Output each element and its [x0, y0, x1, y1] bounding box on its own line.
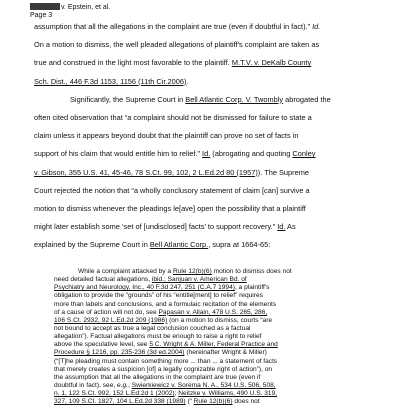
text-run: (hereinafter Wright & Miller) — [184, 349, 267, 357]
text-line — [54, 382, 364, 390]
text-run: , — [128, 381, 132, 389]
text-run: often cited observation that “a complaint should not be dismissed for failure to state a — [34, 112, 312, 122]
case-citation: Psychiatry and Neurology, Inc., 40 F.3d 247, 251 (C.A.7 1994) — [54, 284, 235, 292]
text-line — [34, 109, 374, 127]
text-run: the assumption that all the allegations in the complaint are true (even if — [54, 373, 261, 381]
text-run: obligation to provide the “grounds” of his “entitle[ment] to relief” requires — [54, 292, 263, 300]
text-run: of a cause of action will not do, see — [54, 308, 159, 316]
text-line — [34, 218, 374, 236]
text-line — [34, 36, 374, 54]
block-quote — [54, 268, 364, 406]
text-run: doubtful in fact), see, — [54, 381, 118, 389]
text-line — [34, 145, 374, 163]
text-line — [34, 54, 374, 72]
text-run: (“ — [185, 398, 194, 406]
text-line — [34, 200, 374, 218]
text-line — [34, 73, 374, 91]
case-citation: Sch. Dist., 446 F.3d 1153, 1156 (11th Cir.2006) — [34, 76, 187, 86]
text-run: assumption that all the allegations in the complaint are true (even if doubtful in fact).” — [34, 22, 313, 31]
text-line — [54, 349, 364, 357]
text-line — [54, 276, 364, 284]
text-run: . — [186, 76, 189, 86]
text-run: allegation”). Factual allegations must be enough to raise a right to relief — [54, 333, 262, 341]
case-citation: 327, 109 S.Ct. 1827, 104 L.Ed.2d 338 (1989) — [54, 398, 186, 406]
case-citation: ibid.; Sanjuan v. American Bd. of — [151, 276, 247, 284]
text-run: that merely creates a suspicion [of] a legally cognizable right of action”), on — [54, 365, 273, 373]
text-line — [54, 358, 364, 366]
text-run: ; — [174, 390, 179, 398]
text-line — [34, 18, 374, 36]
text-run: As — [285, 222, 296, 232]
text-run: does not — [232, 398, 260, 406]
text-line — [54, 341, 364, 349]
text-line — [34, 236, 374, 254]
text-run: motion to dismiss does not — [211, 268, 292, 275]
text-run: support of his claim that would entitle him to relief.” — [34, 149, 203, 159]
italic-text: e.g. — [117, 381, 129, 389]
case-citation: M.T.V. v. DeKalb County — [231, 58, 312, 68]
case-citation: Bell Atlantic Corp. — [149, 240, 209, 250]
case-citation: Papasan v. Allain, 478 U.S. 265, 286, — [158, 308, 268, 316]
text-run: While a complaint attacked by a — [78, 268, 173, 275]
case-citation: Conley — [292, 149, 316, 159]
text-run: (abrogating and quoting — [210, 149, 293, 159]
case-citation: Id. — [202, 149, 211, 159]
text-line — [54, 366, 364, 374]
header-page-number: Page 3 — [30, 12, 53, 19]
text-run: , supra at 1664-65: — [208, 240, 271, 250]
text-run: On a motion to dismiss, the well pleaded allegations of plaintiff's complaint are taken as — [34, 40, 320, 50]
text-run: above the speculative level, see — [54, 341, 150, 349]
text-line — [54, 301, 364, 309]
text-line — [54, 309, 364, 317]
document-body — [34, 18, 374, 254]
header-case-title: v. Epstein, et al. — [30, 3, 110, 12]
text-run: , a plaintiff's — [234, 284, 270, 292]
text-run: claim unless it appears beyond doubt that the plaintiff can prove no set of facts in — [34, 131, 299, 141]
text-run: Significantly, the Supreme Court in — [70, 94, 186, 104]
text-line — [54, 398, 364, 406]
text-line — [54, 333, 364, 341]
case-citation: 5 C. Wright & A. Miller, Federal Practice and — [149, 341, 278, 349]
text-line — [34, 182, 374, 200]
text-run: explained by the Supreme Court in — [34, 240, 150, 250]
text-run: true and construed in the light most favorable to the plaintiff. — [34, 58, 232, 68]
text-run: Court rejected the notion that “a wholly conclusory statement of claim [can] survive a — [34, 185, 310, 195]
case-citation: Swierkiewicz v. Sorema N. A., 534 U.S. 506, 508, — [131, 381, 276, 389]
case-citation: Bell Atlantic Corp. V. Twombly — [185, 94, 284, 104]
text-run: not bound to accept as true a legal conclusion couched as a factual — [54, 324, 251, 332]
redaction-bar — [30, 3, 60, 10]
text-line — [54, 317, 364, 325]
case-citation: 106 S.Ct. 2932, 92 L.Ed.2d 209 (1986) — [54, 316, 168, 324]
case-citation: Procedure § 1216, pp. 235-236 (3d ed.2004) — [54, 349, 185, 357]
text-line — [54, 292, 364, 300]
text-line — [54, 390, 364, 398]
text-run: more than labels and conclusions, and a formulaic recitation of the elements — [54, 300, 277, 308]
case-citation: Neitzke v. Williams, 490 U.S. 319, — [178, 390, 278, 398]
text-run: (on a motion to dismiss, courts “are — [167, 316, 273, 324]
text-line — [34, 164, 374, 182]
case-citation: Rule 12(b)(6) — [193, 398, 233, 406]
text-run: ). The Supreme — [257, 167, 309, 177]
text-line — [34, 91, 374, 109]
text-run: need detailed factual allegations, — [54, 276, 152, 284]
text-line — [54, 374, 364, 382]
text-run: might later establish some ‘set of [undisclosed] facts’ to support recovery.” — [34, 222, 278, 232]
case-citation: Rule 12(b)(6) — [172, 268, 212, 275]
text-line — [34, 127, 374, 145]
text-run: abrogated the — [283, 94, 331, 104]
text-line — [54, 325, 364, 333]
italic-text: Id. — [312, 22, 321, 31]
case-citation: Id. — [277, 222, 286, 232]
text-line — [54, 268, 364, 276]
text-run: motion to dismiss whenever the pleadings le[ave] open the possibility that a plaintiff — [34, 203, 306, 213]
text-line — [54, 284, 364, 292]
case-citation: n. 1, 122 S.Ct. 992, 152 L.Ed.2d 1 (2002) — [54, 390, 175, 398]
text-run: (“[T]he pleading must contain something more ... than ... a statement of facts — [54, 357, 278, 365]
case-citation: v. Gibson, 355 U.S. 41, 45-46, 78 S.Ct. 99, 102, 2 L.Ed.2d 80 (1957) — [34, 167, 258, 177]
